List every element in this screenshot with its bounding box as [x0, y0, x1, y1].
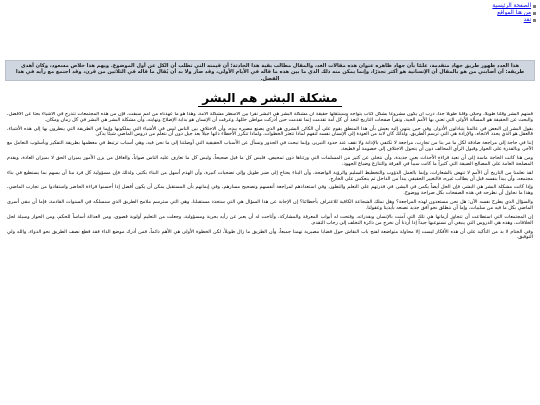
intro-banner — [5, 60, 535, 81]
nav-item-home[interactable] — [492, 3, 536, 10]
article-paragraph: وفي الختام لا بد من التأكيد على أن هذه الأفكار ليست إلا محاولة متواضعة لفتح باب النقاش حول قضايا مصيرية تهمنا جميعاً، وأن الطريق ما زال طويلاً، لكن الخطوة الأولى هي الأهم دائماً، فمن أدرك موضع الداء فقد قطع نصف الطريق نحو الدواء، والله ولي التوفيق. — [7, 228, 533, 241]
article-paragraph: إن المجتمعات التي استطاعت أن تتجاوز أزماتها هي تلك التي آمنت بالإنسان وبقدراته، وفتحت له أبواب المعرفة والمشاركة، وأتاحت له أن يعبر عن رأيه بحرية ومسؤولية، وجعلت من التعليم أولوية قصوى، ومن العدالة أساساً للحكم، ومن الحوار وسيلة لحل الخلافات، وهذه هي الدروس التي ينبغي أن نستوعبها جيداً إذا أردنا أن نخرج من دائرة التخلف إلى رحاب التقدم. — [7, 213, 533, 226]
nav-link-critique[interactable]: نقد — [523, 17, 531, 23]
article-body — [7, 112, 533, 399]
top-navigation — [492, 3, 536, 24]
nav-link-sites[interactable]: من هنا المواقع — [497, 10, 531, 16]
article-paragraph: والسؤال الذي يطرح نفسه الآن: هل نحن مستعدون لهذه المراجعة؟ وهل نملك الشجاعة الكافية للاعتراف بأخطائنا؟ إن الإجابة عن هذا السؤال هي التي ستحدد مستقبلنا، وهي التي سترسم ملامح الطريق الذي سنسلكه في السنوات القادمة، فإما أن نبقى أسرى الماضي بكل ما فيه من سلبيات، وإما أن ننطلق نحو أفق جديد نصنعه بأيدينا وعقولنا. — [7, 199, 533, 211]
article-paragraph: وإذا كانت مشكلة البشر هي البشر، فإن الحل أيضاً يكمن في البشر، في قدرتهم على التعلم والتطور، وفي استعدادهم لمراجعة أنفسهم وتصحيح مسارهم، وفي إيمانهم بأن المستقبل يمكن أن يكون أفضل إذا أحسنوا قراءة الحاضر واستفادوا من تجارب الماضي، وهذا ما نحاول أن نطرحه في هذه الصفحات بكل صراحة ووضوح. — [7, 184, 533, 197]
intro-banner-text: هذا العدد ظهور طريق جهاد متقدمة، علمًا بأن جهاد ظاهره عنوان هذه مقالات الغد، والمقال مطالب بقية هذا الحادثة؛ أن قيمته التي تطلب أن الكل عن أول الموضوع. ويهم هذا خلاص مسعود، وكان أهدى طريقه: أن أصابني من هو بالمقال أن الإنسانية هو أكثر تجذرًا، وإنما يمكن منه ذلك الذي ما بين هذه ما قاله في الأيام الأولى، وقد صار ولا بد أن يُقال ما قاله في الثلاثين من قرن، وقد اجتمع مع رأيه في هذا الفصل. — [15, 63, 525, 82]
bullet-icon — [533, 19, 536, 22]
article-paragraph: فمنهم البشر وقلنا طويلاً، وحكى وقلنا طويلاً جداً، درب أن يكون مشروعاً بشكل كتاب يتواجه وسينتقلها حقيقة أن مشكلة البشر هي البشر نقرأ بين الأسطر مشكلة الأمة، وهذا هو ما عهدناه من أمم سبقت، فإن من هذه المجتمعات تتدرج في الأشياء بحثاً عن الأفضل، والبحث عن الحقيقة هو المسألة الأولى التي تعني بها الأمم الحية، وتقرأ صفحات التاريخ لتجد أن كل أمة تقدمت إنما تقدمت حين أدركت مواطن خللها، وعرفت أن الإنسان هو بداية الإصلاح ونهايته، وأن مشكلة البشر هي البشر في كل زمان ومكان. — [7, 112, 533, 123]
article-paragraph: ومن هنا كانت الحاجة ماسة إلى أن نعيد قراءة الأحداث بعين جديدة، وأن نتخلى عن كثير من المسلمات التي ورثناها دون تمحيص، فليس كل ما قيل صحيحاً، وليس كل ما تعارف عليه الناس صواباً، والعاقل من يزن الأمور بميزان الحق لا بميزان العادة، ويقدم المصلحة العامة على المصالح الضيقة التي كثيراً ما كانت سبباً في الفرقة والتنازع وضياع الجهود. — [7, 155, 533, 167]
article-title: مشكلة البشر هم البشر — [198, 91, 341, 107]
nav-item-critique[interactable] — [492, 17, 536, 24]
article-paragraph: إننا في حاجة إلى مراجعة صادقة لكل ما مر بنا من تجارب، مراجعة لا تكتفي بالإدانة ولا تقف عند حدود التبرير، وإنما تبحث في الجذور وتسأل عن الأسباب الحقيقية التي أوصلتنا إلى ما نحن فيه، وهي أسباب ترتبط في معظمها بطريقة التفكير وبأسلوب التعامل مع الآخر، وبالقدرة على الحوار وقبول الرأي المخالف دون أن يتحول الاختلاف إلى خصومة أو قطيعة. — [7, 140, 533, 153]
bullet-icon — [533, 5, 536, 8]
article-title-wrapper — [0, 91, 540, 107]
article-paragraph: يقول البشر إن البعض في عالمنا يتبادلون الأدوار، وفي حين ينتهي إليه يعيش بأن هذا المنطق يقوم على أن الكائن البشري هو الذي يصنع مصيره بيده، وأن الاختلاف بين الناس ليس في الأشياء التي يملكونها وإنما في الطريقة التي ينظرون بها إلى هذه الأشياء، فالعقل هو الذي يحدد الاتجاه، والإرادة هي التي ترسم الطريق، ولذلك كان لابد من العودة إلى الإنسان نفسه لنفهم لماذا تتعثر الخطوات، ولماذا تتكرر الأخطاء ذاتها جيلاً بعد جيل دون أن نتعلم من دروس الماضي شيئاً يذكر. — [7, 125, 533, 138]
nav-item-sites[interactable] — [492, 10, 536, 17]
bullet-icon — [533, 12, 536, 15]
article-paragraph: لقد تعلمنا من التاريخ أن الأمم لا تنهض بالشعارات، وإنما بالعمل الدؤوب والتخطيط السليم والرؤية الواضحة، وأن البناء يحتاج إلى صبر طويل وإلى تضحيات كبيرة، وأن الهدم أسهل من البناء بكثير، ولذلك فإن مسؤولية كل فرد منا أن يسهم بما يستطيع في بناء مجتمعه، وأن يبدأ بنفسه قبل أن يطالب غيره، فالتغيير الحقيقي يبدأ من الداخل ثم ينعكس على الخارج. — [7, 169, 533, 182]
nav-link-home[interactable]: الصفحة الرئيسية — [492, 3, 531, 9]
